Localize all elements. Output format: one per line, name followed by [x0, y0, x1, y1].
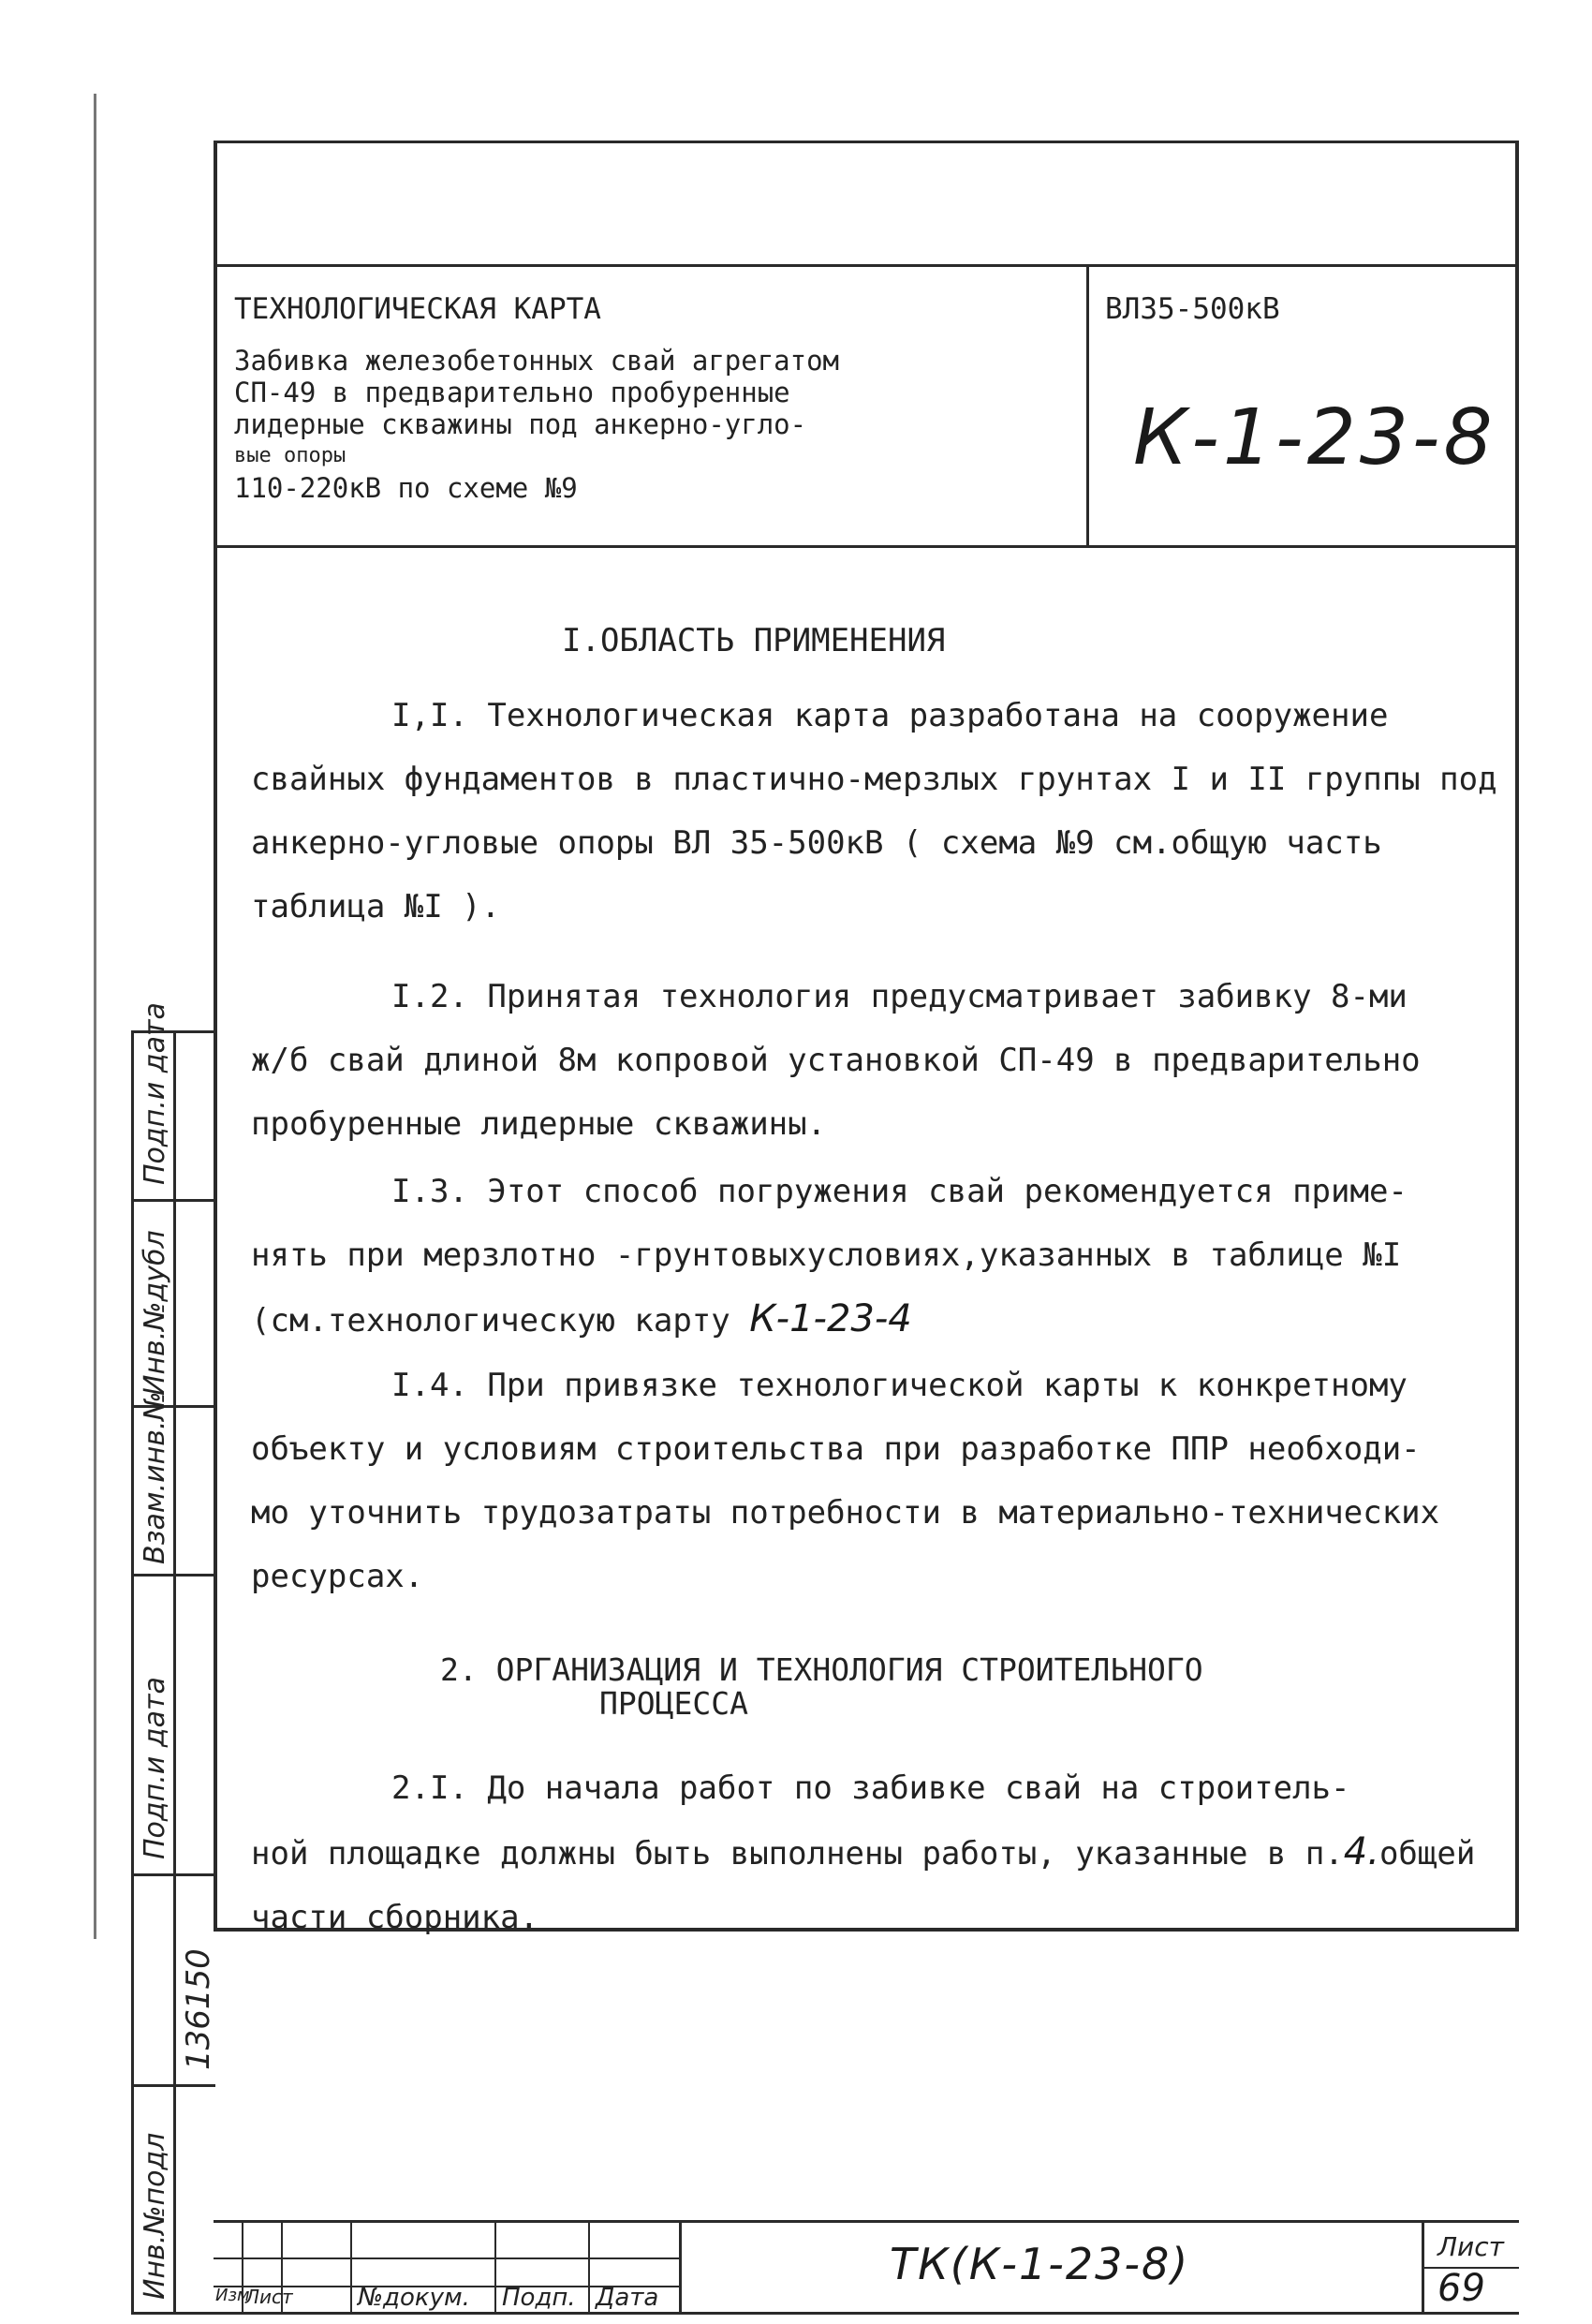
- stamp-col-rule: [588, 2220, 590, 2314]
- paragraph-2-1: [251, 1756, 1476, 1949]
- text-line: I.4. При привязке технологической карты к конкретному: [391, 1367, 1408, 1404]
- stamp-row-rule: [214, 2257, 682, 2259]
- text-line: 2.I. До начала работ по забивке свай на строитель-: [391, 1769, 1350, 1807]
- stamp-col-izm: Изм: [215, 2286, 250, 2305]
- side-label-sign-date: Подп.и дата: [139, 1002, 171, 1185]
- side-label-inv-dubl: Инв.№дубл: [139, 1230, 171, 1396]
- text-line: I.2. Принятая технология предусматривает забивку 8-ми: [391, 978, 1408, 1015]
- handwritten-card-ref: К-1-23-4: [749, 1297, 912, 1340]
- title-line: Забивка железобетонных свай агрегатом: [234, 345, 840, 377]
- text-line: анкерно-угловые опоры ВЛ 35-500кВ ( схема №9 см.общую часть: [251, 824, 1382, 862]
- stamp-col-docnum: №докум.: [358, 2284, 470, 2312]
- side-stamp-rule: [131, 1199, 215, 1202]
- stamp-col-date: Дата: [596, 2284, 659, 2312]
- heading-line: 2. ОРГАНИЗАЦИЯ И ТЕХНОЛОГИЯ СТРОИТЕЛЬНОГО: [440, 1651, 1203, 1688]
- stamp-top-rule: [214, 2220, 1519, 2223]
- paragraph-1-3: [251, 1160, 1464, 1353]
- stamp-col-rule: [679, 2220, 682, 2314]
- header-bottom-rule: [214, 545, 1519, 548]
- section-1-heading: I.ОБЛАСТЬ ПРИМЕНЕНИЯ: [562, 622, 946, 659]
- frame-right: [1515, 141, 1519, 1930]
- text-line: I,I. Технологическая карта разработана на сооружение: [391, 697, 1389, 734]
- frame-left: [214, 141, 217, 1930]
- side-label-inv-original: Инв.№подл: [139, 2132, 171, 2300]
- stamp-col-list: Лист: [245, 2286, 293, 2308]
- frame-top: [214, 141, 1519, 143]
- text-line: таблица №I ).: [251, 888, 501, 925]
- text-line: I.3. Этот способ погружения свай рекомендуется приме-: [391, 1173, 1408, 1210]
- card-type-label: ТЕХНОЛОГИЧЕСКАЯ КАРТА: [234, 292, 601, 326]
- title-line: 110-220кВ по схеме №9: [234, 472, 578, 504]
- text-line: части сборника.: [251, 1899, 539, 1936]
- side-inv-number: 136150: [180, 1948, 217, 2070]
- text-line: пробуренные лидерные скважины.: [251, 1105, 827, 1143]
- card-title: [234, 345, 839, 504]
- side-label-replace: Взам.инв.№: [139, 1391, 171, 1564]
- handwritten-item-number: 4.: [1343, 1830, 1379, 1873]
- voltage-label: ВЛ35-500кВ: [1105, 292, 1280, 326]
- stamp-doc-code: ТК(К-1-23-8): [890, 2239, 1190, 2289]
- stamp-col-rule: [494, 2220, 496, 2314]
- text-line-with-ref: [251, 1287, 1464, 1353]
- stamp-sheet-label: Лист: [1437, 2231, 1504, 2262]
- stamp-bottom-rule: [214, 2312, 1519, 2315]
- paragraph-1-2: [251, 965, 1464, 1156]
- text-line: объекту и условиям строительства при разработке ППР необходи-: [251, 1430, 1421, 1468]
- title-line: лидерные скважины под анкерно-угло-: [234, 408, 807, 440]
- text-line: нять при мерзлотно -грунтовыхусловиях,указанных в таблице №I: [251, 1236, 1402, 1274]
- text-line-with-number: [251, 1820, 1476, 1886]
- heading-line: ПРОЦЕССА: [599, 1685, 748, 1722]
- side-stamp-rule: [131, 1574, 215, 1576]
- stamp-sheet-number: 69: [1437, 2267, 1485, 2310]
- text-line: ж/б свай длиной 8м копровой установкой СП-49 в предварительно: [251, 1042, 1421, 1079]
- text-fragment: общей: [1378, 1835, 1476, 1873]
- stamp-col-rule: [350, 2220, 352, 2314]
- side-stamp-outer: [131, 1030, 134, 2314]
- outer-margin-line: [94, 94, 96, 1939]
- side-stamp-rule: [131, 2312, 215, 2315]
- title-line: вые опоры: [234, 444, 346, 467]
- side-label-sign-date-2: Подп.и дата: [139, 1677, 171, 1859]
- text-line: мо уточнить трудозатраты потребности в материально-технических: [251, 1494, 1440, 1532]
- title-line: СП-49 в предварительно пробуренные: [234, 377, 790, 408]
- text-line: свайных фундаментов в пластично-мерзлых грунтах I и II группы под: [251, 761, 1497, 798]
- card-code: К-1-23-8: [1133, 393, 1496, 482]
- header-top-rule: [214, 264, 1519, 267]
- paragraph-1-4: [251, 1354, 1464, 1608]
- section-2-heading: [440, 1653, 1203, 1721]
- side-stamp-inner: [173, 1030, 176, 2314]
- paragraph-1-1: [251, 684, 1497, 939]
- header-divider: [1086, 264, 1089, 545]
- stamp-col-sign: Подп.: [502, 2284, 576, 2312]
- side-stamp-rule: [131, 1873, 215, 1876]
- side-stamp-rule: [131, 2084, 215, 2087]
- text-fragment: (см.технологическую карту: [251, 1302, 730, 1340]
- text-line: ресурсах.: [251, 1558, 424, 1595]
- text-fragment: ной площадке должны быть выполнены работы, указанные в п.: [251, 1835, 1344, 1873]
